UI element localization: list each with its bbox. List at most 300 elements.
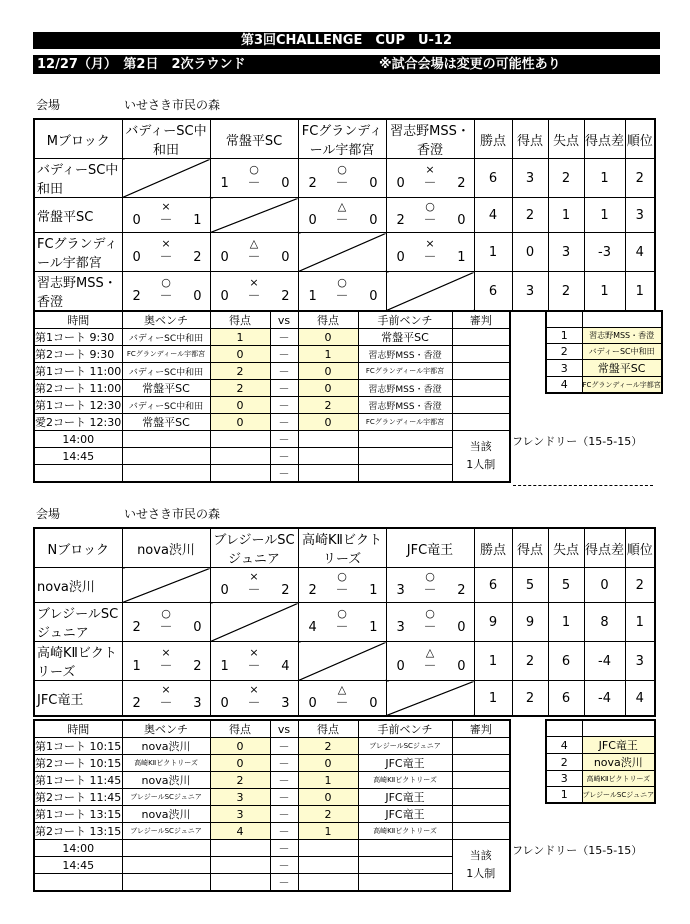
score-for: 0 [132,250,141,265]
match-row [34,414,510,431]
self-match-cell [386,272,474,312]
match-home: nova渋川 [122,738,210,755]
stat-value: 6 [474,568,512,603]
match-home-score: 0 [210,755,270,772]
match-away-score: 0 [298,363,358,380]
header-team: 習志野MSS・香澄 [386,119,474,159]
extra-dash: － [270,874,298,892]
schedule-header [34,720,510,738]
match-time: 第1コート 11:00 [34,363,122,380]
match-vs: － [270,823,298,840]
result-mark: ○ [425,570,435,583]
score-for: 0 [308,696,317,711]
match-row [34,329,510,346]
stat-value: 2 [512,681,548,717]
match-home: ブレジールSCジュニア [122,823,210,840]
schedule-header-cell: 得点 [298,720,358,738]
result-cell [122,681,210,717]
match-away-score: 2 [298,806,358,823]
result-cell [210,233,298,272]
empty-cell [210,465,270,483]
score-dash: － [423,620,437,635]
score-against: 3 [281,696,290,711]
extra-time [34,465,122,483]
stat-header: 勝点 [474,119,512,159]
result-mark: △ [249,237,259,250]
schedule-header-cell: 奥ベンチ [122,311,210,329]
empty-cell [122,431,210,448]
score-for: 2 [396,213,405,228]
ranking-row [546,787,655,804]
header-team: 高崎KⅡビクトリーズ [298,528,386,568]
result-mark: ○ [425,607,435,620]
referee-note [452,431,510,483]
match-time: 第2コート 10:15 [34,755,122,772]
result-cell [298,159,386,198]
extra-time: 14:45 [34,448,122,465]
block-name: Mブロック [34,119,122,159]
ranking-table [545,719,656,804]
row-team: nova渋川 [34,568,122,603]
score-for: 2 [308,176,317,191]
rank-number: 4 [546,737,582,754]
empty-cell [210,840,270,857]
score-against: 2 [457,176,466,191]
stat-value: 2 [548,272,584,312]
match-away: JFC竜王 [358,806,452,823]
match-home: 常盤平SC [122,380,210,397]
stat-header: 得点差 [584,528,625,568]
rank-team: 習志野MSS・香澄 [582,328,662,344]
score-for: 0 [132,213,141,228]
match-away-score: 2 [298,397,358,414]
match-time: 第2コート 13:15 [34,823,122,840]
match-vs: － [270,346,298,363]
rank-team: nova渋川 [582,754,655,771]
stat-value: 4 [474,198,512,233]
score-dash: － [335,213,349,228]
result-cell [210,272,298,312]
result-mark: △ [337,200,347,213]
score-for: 1 [220,176,229,191]
score-for: 2 [308,583,317,598]
stat-value: 8 [584,603,625,642]
score-against: 2 [457,583,466,598]
result-cell [210,642,298,681]
score-against: 1 [457,250,466,265]
extra-dash: － [270,465,298,483]
score-dash: － [423,659,437,674]
result-mark: ○ [337,607,347,620]
extra-row [34,840,510,857]
match-home: nova渋川 [122,806,210,823]
stat-value: 1 [474,642,512,681]
rank-team: ブレジールSCジュニア [582,787,655,804]
stat-value: 6 [548,642,584,681]
match-vs: － [270,806,298,823]
venue-label: 会場 [36,98,61,112]
extra-time: 14:00 [34,431,122,448]
result-cell [386,568,474,603]
match-time: 第2コート 9:30 [34,346,122,363]
match-referee [452,414,510,431]
score-dash: － [335,696,349,711]
match-away: ブレジールSCジュニア [358,738,452,755]
round-robin-row [34,233,655,272]
score-for: 0 [220,696,229,711]
match-vs: － [270,329,298,346]
match-referee [452,806,510,823]
match-time: 第2コート 11:00 [34,380,122,397]
block-name: Nブロック [34,528,122,568]
rank-number: 2 [546,754,582,771]
extra-dash: － [270,448,298,465]
score-for: 3 [396,620,405,635]
score-for: 0 [220,583,229,598]
stat-value: 1 [548,603,584,642]
score-against: 0 [281,250,290,265]
rank-number: 2 [546,344,582,360]
empty-cell [298,431,358,448]
match-referee [452,755,510,772]
match-referee [452,346,510,363]
score-for: 2 [132,696,141,711]
schedule-header-cell: 得点 [210,720,270,738]
stat-value: 6 [548,681,584,717]
extra-time: 14:00 [34,840,122,857]
rank-number: 1 [546,787,582,804]
score-for: 2 [132,289,141,304]
score-dash: － [247,289,261,304]
rank-number: 3 [546,360,582,377]
result-cell [122,198,210,233]
row-team: 高崎KⅡビクトリーズ [34,642,122,681]
venue-label: 会場 [36,507,61,521]
score-dash: － [159,250,173,265]
row-team: バディーSC中和田 [34,159,122,198]
empty-cell [298,857,358,874]
match-away: JFC竜王 [358,755,452,772]
match-home: nova渋川 [122,772,210,789]
score-against: 0 [193,289,202,304]
result-mark: × [161,237,171,250]
score-dash: － [247,250,261,265]
match-home: バディーSC中和田 [122,363,210,380]
match-home: ブレジールSCジュニア [122,789,210,806]
score-for: 0 [220,250,229,265]
ranking-row [546,754,655,771]
result-mark: × [249,683,259,696]
stat-value: 9 [512,603,548,642]
match-home-score: 0 [210,738,270,755]
schedule-header-cell: 時間 [34,311,122,329]
result-mark: × [425,163,435,176]
match-home: 常盤平SC [122,414,210,431]
match-row [34,823,510,840]
friendly-note: フレンドリー（15-5-15） [512,844,643,857]
match-vs: － [270,755,298,772]
round-robin-header [34,528,655,568]
referee-note-line: 1人制 [466,458,496,471]
rank-team: 常盤平SC [582,360,662,377]
score-dash: － [159,620,173,635]
match-home-score: 2 [210,363,270,380]
match-away: JFC竜王 [358,789,452,806]
stat-value: 0 [584,568,625,603]
round-robin-table [33,527,656,717]
stat-value: -3 [584,233,625,272]
stat-value: -4 [584,642,625,681]
match-away-score: 0 [298,329,358,346]
stat-value: 1 [584,272,625,312]
score-against: 4 [281,659,290,674]
match-vs: － [270,363,298,380]
stat-value: 0 [512,233,548,272]
round-robin-row [34,681,655,717]
match-row [34,772,510,789]
ranking-row [546,771,655,787]
result-cell [386,198,474,233]
stat-value: 2 [512,642,548,681]
match-away-score: 2 [298,738,358,755]
stat-value: 3 [625,198,655,233]
empty-cell [122,465,210,483]
empty-cell [298,840,358,857]
match-away: 習志野MSS・香澄 [358,346,452,363]
score-dash: － [247,176,261,191]
match-referee [452,329,510,346]
stat-value: 5 [512,568,548,603]
empty-cell [582,311,662,328]
match-time: 第2コート 11:45 [34,789,122,806]
round-robin-row [34,272,655,312]
match-referee [452,738,510,755]
score-against: 2 [281,289,290,304]
referee-note-line: 当該 [469,440,492,453]
stat-header: 得点差 [584,119,625,159]
score-against: 1 [369,620,378,635]
match-vs: － [270,738,298,755]
score-dash: － [423,176,437,191]
rank-team: FCグランディール宇都宮 [582,377,662,394]
match-time: 第1コート 12:30 [34,397,122,414]
schedule-header-cell: 審判 [452,311,510,329]
match-home: 高崎KⅡビクトリーズ [122,755,210,772]
schedule-header [34,311,510,329]
ranking-row [546,360,662,377]
match-row [34,380,510,397]
result-cell [298,681,386,717]
match-away-score: 1 [298,346,358,363]
score-dash: － [247,583,261,598]
empty-cell [298,465,358,483]
result-cell [298,568,386,603]
score-for: 0 [308,213,317,228]
score-dash: － [423,213,437,228]
self-match-cell [210,198,298,233]
empty-cell [546,720,582,737]
empty-cell [582,720,655,737]
empty-cell [210,857,270,874]
score-dash: － [159,213,173,228]
stat-header: 順位 [625,528,655,568]
extra-row [34,857,510,874]
score-for: 0 [396,250,405,265]
header-team: FCグランディール宇都宮 [298,119,386,159]
score-against: 2 [193,250,202,265]
match-time: 愛2コート 12:30 [34,414,122,431]
ranking-row [546,344,662,360]
empty-cell [358,465,452,483]
score-against: 0 [369,696,378,711]
stat-value: 1 [474,233,512,272]
score-against: 0 [369,213,378,228]
match-row [34,789,510,806]
schedule-header-cell: 手前ベンチ [358,311,452,329]
match-home: FCグランディール宇都宮 [122,346,210,363]
result-mark: × [425,237,435,250]
extra-row [34,874,510,892]
match-row [34,363,510,380]
stat-value: 3 [512,159,548,198]
round-robin-table [33,118,656,312]
result-mark: ○ [425,200,435,213]
result-cell [122,233,210,272]
result-mark: △ [337,683,347,696]
score-for: 0 [396,659,405,674]
schedule-table [33,310,511,483]
stat-value: 2 [548,159,584,198]
venue-change-notice: ※試合会場は変更の可能性あり [379,57,561,72]
result-mark: × [249,646,259,659]
stat-value: 1 [625,272,655,312]
score-against: 0 [457,659,466,674]
empty-cell [122,857,210,874]
score-for: 1 [220,659,229,674]
empty-cell [358,840,452,857]
score-against: 0 [457,620,466,635]
stat-header: 勝点 [474,528,512,568]
stat-header: 順位 [625,119,655,159]
stat-value: 1 [584,159,625,198]
match-home-score: 2 [210,380,270,397]
match-home-score: 4 [210,823,270,840]
result-mark: × [161,200,171,213]
match-away: 常盤平SC [358,329,452,346]
result-mark: × [161,683,171,696]
rank-number: 1 [546,328,582,344]
self-match-cell [122,159,210,198]
stat-value: 1 [625,603,655,642]
match-referee [452,380,510,397]
result-mark: × [161,646,171,659]
extra-dash: － [270,857,298,874]
result-cell [386,642,474,681]
result-cell [210,681,298,717]
result-mark: × [249,570,259,583]
score-for: 4 [308,620,317,635]
empty-cell [298,448,358,465]
empty-cell [358,448,452,465]
match-time: 第1コート 13:15 [34,806,122,823]
match-home-score: 3 [210,789,270,806]
result-mark: × [249,276,259,289]
result-mark: △ [425,646,435,659]
empty-cell [122,874,210,892]
stat-value: 1 [548,198,584,233]
ranking-row [546,328,662,344]
header-team: バディーSC中和田 [122,119,210,159]
result-cell [210,568,298,603]
schedule-header-cell: vs [270,311,298,329]
score-dash: － [159,659,173,674]
rank-team: バディーSC中和田 [582,344,662,360]
result-cell [122,272,210,312]
self-match-cell [298,642,386,681]
self-match-cell [298,233,386,272]
match-home-score: 2 [210,772,270,789]
match-home-score: 0 [210,397,270,414]
result-cell [386,159,474,198]
result-mark: ○ [337,163,347,176]
result-cell [298,198,386,233]
rank-team: JFC竜王 [582,737,655,754]
schedule-header-cell: 審判 [452,720,510,738]
score-against: 0 [369,289,378,304]
match-home: バディーSC中和田 [122,397,210,414]
match-away-score: 0 [298,380,358,397]
match-vs: － [270,380,298,397]
match-away: 高崎KⅡビクトリーズ [358,772,452,789]
extra-row [34,465,510,483]
match-referee [452,772,510,789]
self-match-cell [122,568,210,603]
round-robin-row [34,159,655,198]
match-home-score: 0 [210,346,270,363]
score-dash: － [423,250,437,265]
venue-name: いせさき市民の森 [124,98,221,112]
score-for: 0 [396,176,405,191]
match-referee [452,363,510,380]
stat-header: 失点 [548,119,584,159]
row-team: 常盤平SC [34,198,122,233]
match-away-score: 1 [298,772,358,789]
match-vs: － [270,414,298,431]
header-team: ブレジールSCジュニア [210,528,298,568]
score-against: 2 [281,583,290,598]
extra-dash: － [270,431,298,448]
match-away: FCグランディール宇都宮 [358,363,452,380]
referee-note-line: 当該 [469,849,492,862]
round-robin-row [34,568,655,603]
match-row [34,806,510,823]
score-against: 3 [193,696,202,711]
stat-value: 9 [474,603,512,642]
score-dash: － [335,620,349,635]
ranking-spacer [546,720,655,737]
empty-cell [210,431,270,448]
row-team: 習志野MSS・香澄 [34,272,122,312]
self-match-cell [386,681,474,717]
score-dash: － [335,289,349,304]
match-home-score: 0 [210,414,270,431]
result-mark: ○ [161,607,171,620]
match-time: 第1コート 10:15 [34,738,122,755]
stat-value: 3 [548,233,584,272]
match-away-score: 0 [298,414,358,431]
score-against: 1 [369,583,378,598]
match-time: 第1コート 9:30 [34,329,122,346]
